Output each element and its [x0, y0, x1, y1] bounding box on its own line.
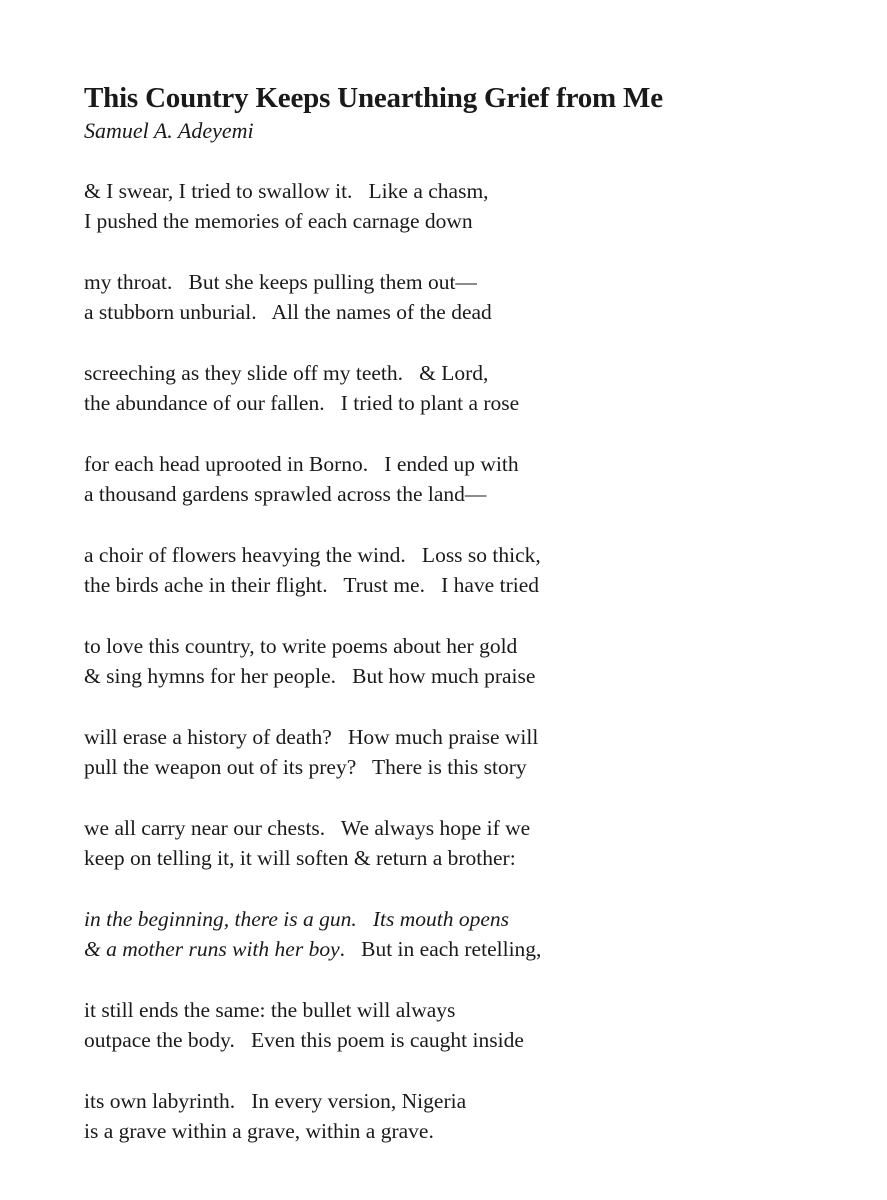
poem-line: we all carry near our chests. We always hope if we [84, 816, 531, 840]
poem-line: for each head uprooted in Borno. I ended up with [84, 452, 519, 476]
poem-line: will erase a history of death? How much praise will [84, 725, 539, 749]
stanza-10 [84, 995, 887, 1055]
poem-body [84, 176, 887, 1146]
poem-line: the birds ache in their flight. Trust me. I have tried [84, 573, 539, 597]
poem-author: Samuel A. Adeyemi [84, 118, 254, 143]
poem-line: my throat. But she keeps pulling them out— [84, 270, 477, 294]
stanza-11 [84, 1086, 887, 1146]
poem-line: screeching as they slide off my teeth. & Lord, [84, 361, 489, 385]
poem-line: is a grave within a grave, within a grave. [84, 1119, 434, 1143]
poem-line: the abundance of our fallen. I tried to plant a rose [84, 391, 520, 415]
poem-line: outpace the body. Even this poem is caught inside [84, 1028, 524, 1052]
poem-line-italic [84, 904, 887, 934]
stanza-9 [84, 904, 887, 964]
italic-text: in the beginning, there is a gun. Its mouth opens [84, 907, 509, 931]
stanza-8 [84, 813, 887, 873]
poem-line: a thousand gardens sprawled across the land— [84, 482, 487, 506]
poem-line: to love this country, to write poems about her gold [84, 634, 518, 658]
poem-line: pull the weapon out of its prey? There is this story [84, 755, 527, 779]
poem-title: This Country Keeps Unearthing Grief from Me [84, 82, 663, 114]
stanza-7 [84, 722, 887, 782]
roman-text: . But in each retelling, [339, 937, 542, 961]
italic-text: & a mother runs with her boy [84, 937, 340, 961]
poem-line: & I swear, I tried to swallow it. Like a chasm, [84, 179, 489, 203]
poem-line: its own labyrinth. In every version, Nigeria [84, 1089, 467, 1113]
poem-line: I pushed the memories of each carnage down [84, 209, 473, 233]
stanza-4 [84, 449, 887, 509]
poem-line: keep on telling it, it will soften & return a brother: [84, 846, 516, 870]
stanza-1 [84, 176, 887, 236]
poem-line: a choir of flowers heavying the wind. Loss so thick, [84, 543, 541, 567]
stanza-2 [84, 267, 887, 327]
stanza-6 [84, 631, 887, 691]
poem-line: it still ends the same: the bullet will always [84, 998, 456, 1022]
stanza-5 [84, 540, 887, 600]
poem-line-mixed [84, 934, 887, 964]
stanza-3 [84, 358, 887, 418]
poem-line: & sing hymns for her people. But how much praise [84, 664, 536, 688]
poem-line: a stubborn unburial. All the names of the dead [84, 300, 492, 324]
